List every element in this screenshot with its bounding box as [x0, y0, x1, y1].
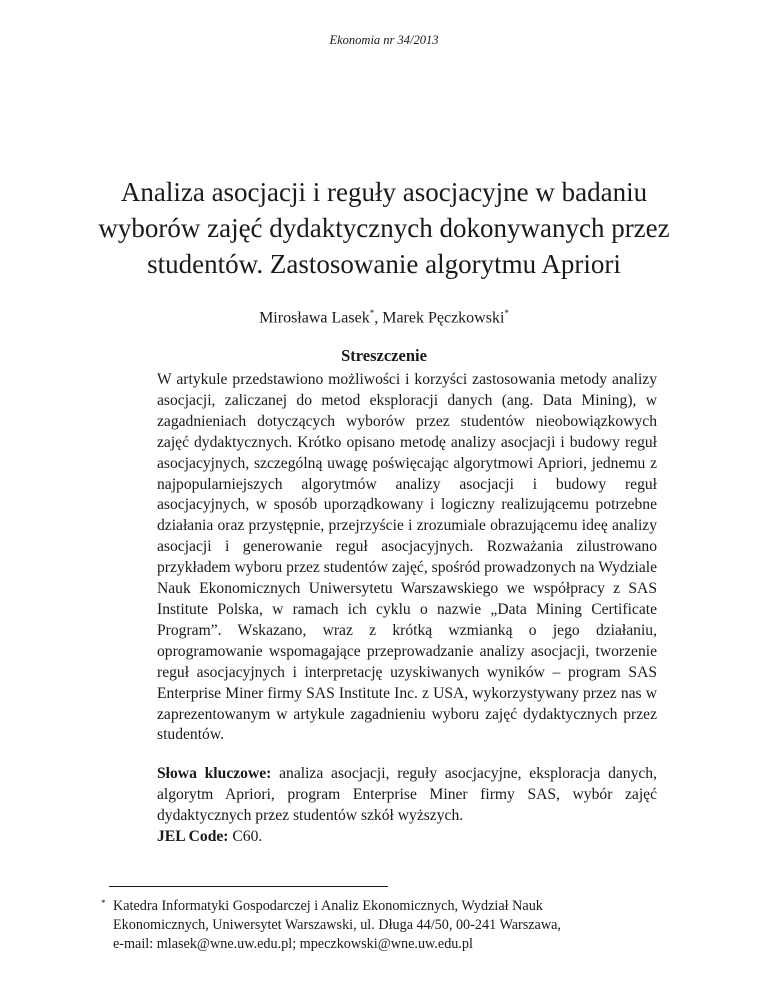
footnote-marker: * — [369, 308, 375, 318]
author-separator: , — [374, 309, 383, 327]
jel-value: C60. — [232, 827, 263, 845]
keywords-text: analiza asocjacji, reguły asocjacyjne, eksploracja danych, algorytm Apriori, program Enterprise Miner firmy SAS, wybór zajęć dydaktycznych przez studentów szkół wyższych. — [157, 765, 658, 824]
footnote-marker: * — [504, 308, 509, 318]
footnote-line: Ekonomicznych, Uniwersytet Warszawski, ul. Długa 44/50, 00-241 Warszawa, — [113, 917, 561, 933]
author-name: Marek Pęczkowski — [382, 309, 505, 327]
keywords-block — [157, 764, 657, 848]
footnote-line: Katedra Informatyki Gospodarczej i Analiz Ekonomicznych, Wydział Nauk — [113, 898, 543, 914]
keywords-label: Słowa kluczowe: — [157, 765, 272, 782]
article-title: Analiza asocjacji i reguły asocjacyjne w badaniu wyborów zajęć dydaktycznych dokonywanych przez studentów. Zastosowanie algorytmu Apriori — [98, 177, 670, 279]
footnote-divider — [109, 886, 388, 887]
abstract-text: W artykule przedstawiono możliwości i korzyści zastosowania metody analizy asocjacji, zaliczanej do metod eksploracji danych (ang. Data Mining), w zagadnieniach dotyczących wyborów przez studentów nieobowiązkowych zajęć dydaktycznych. Krótko opisano metodę analizy asocjacji i budowy reguł asocjacyjnych, szczególną uwagę poświęcając algorytmowi Apriori, jednemu z najpopularniejszych algorytmów analizy asocjacji i budowy reguł asocjacyjnych, w sposób uporządkowany i logiczny realizującemu potrzebne działania oraz przystępnie, przejrzyście i zrozumiale obrazującemu ideę analizy asocjacji i generowanie reguł asocjacyjnych. Rozważania zilustrowano przykładem wyboru przez studentów zajęć, spośród prowadzonych na Wydziale Nauk Ekonomicznych Uniwersytetu Warszawskiego we współpracy z SAS Institute Polska, w ramach ich cyklu o nazwie „Data Mining Certificate Program”. Wskazano, wraz z krótką wzmianką o jego działaniu, oprogramowanie wspomagające przeprowadzanie analizy asocjacji, tworzenie reguł asocjacyjnych i interpretację uzyskiwanych wyników – program SAS Enterprise Miner firmy SAS Institute Inc. z USA, wykorzystywany przez nas w zaprezentowanym w artykule zagadnieniu wyboru zajęć dydaktycznych przez studentów. — [157, 371, 657, 744]
running-head: Ekonomia nr 34/2013 — [329, 33, 439, 47]
footnote — [101, 897, 669, 954]
authors-line — [0, 308, 768, 327]
author-name: Mirosława Lasek — [259, 309, 370, 327]
footnote-line: e-mail: mlasek@wne.uw.edu.pl; mpeczkowski@wne.uw.edu.pl — [113, 936, 473, 952]
jel-label: JEL Code: — [157, 827, 229, 845]
jel-line — [157, 827, 657, 848]
footnote-mark: * — [101, 898, 106, 908]
abstract-heading: Streszczenie — [341, 346, 427, 365]
